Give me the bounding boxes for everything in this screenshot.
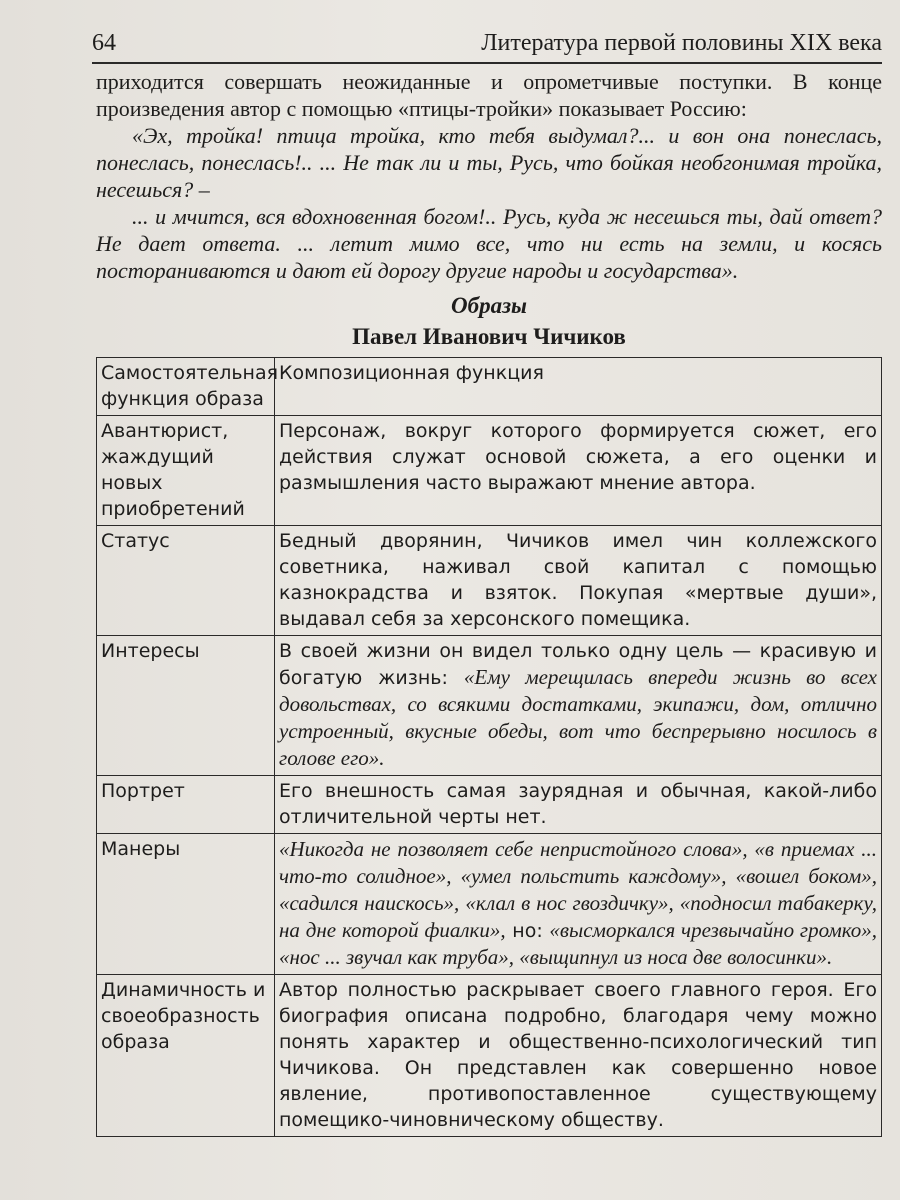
table-row	[97, 975, 882, 1137]
row-label: Интересы	[97, 636, 275, 776]
table-row	[97, 636, 882, 776]
row-label: Авантюрист, жаждущий новых приобретений	[97, 416, 275, 526]
row-description: Персонаж, вокруг которого формируется сюжет, его действия служат основой сюжета, а его оценки и размышления часто выражают мнение автора.	[275, 416, 882, 526]
row-description: Его внешность самая заурядная и обычная, какой-либо отличительной черты нет.	[275, 776, 882, 834]
row-description	[275, 636, 882, 776]
row-description: Автор полностью раскрывает своего главного героя. Его биография описана подробно, благодаря чему можно понять характер и общественно-психологический тип Чичикова. Он представлен как совершенно новое явление, противопоставленное существующему помещико-чиновническому обществу.	[275, 975, 882, 1137]
table-row	[97, 526, 882, 636]
page-content	[96, 68, 882, 1137]
row-description-quote: «Никогда не позволяет себе непристойного слова», «в приемах ... что-то солидное», «умел польстить каждому», «вошел боком», «садился наискось», «клал в нос гвоздичку», «подносил табакерку, на дне которой фиалки»,	[279, 837, 877, 942]
page-number: 64	[92, 30, 116, 56]
intro-text	[96, 68, 882, 284]
row-label: Динамичность и своеобразность образа	[97, 975, 275, 1137]
row-description: Композиционная функция	[275, 358, 882, 416]
row-description-quote: «Ему мерещилась впереди жизнь во всех довольствах, со всякими достатками, экипажи, дом, отлично устроенный, вкусные обеды, вот что беспрерывно носилось в голове его».	[279, 665, 877, 770]
row-description	[275, 834, 882, 975]
row-label: Самостоятельная функция образа	[97, 358, 275, 416]
intro-paragraph: приходится совершать неожиданные и опрометчивые поступки. В конце произведения автор с помощью «птицы-тройки» показывает Россию:	[96, 69, 882, 121]
running-head: Литература первой половины XIX века	[481, 30, 882, 56]
quote-paragraph-2: ... и мчится, вся вдохновенная богом!.. Русь, куда ж несешься ты, дай ответ? Не дает ответа. ... летит мимо все, что ни есть на земли, и косясь постораниваются и дают ей дорогу другие народы и государства».	[96, 204, 882, 283]
row-description-quote: «высморкался чрезвычайно громко», «нос ... звучал как труба», «выщипнул из носа две волосинки».	[279, 918, 877, 969]
quote-paragraph-1: «Эх, тройка! птица тройка, кто тебя выдумал?... и вон она понеслась, понеслась, понеслась!.. ... Не так ли и ты, Русь, что бойкая необгонимая тройка, несешься? –	[96, 123, 882, 202]
row-label: Статус	[97, 526, 275, 636]
table-row	[97, 776, 882, 834]
table-row	[97, 834, 882, 975]
section-title: Образы	[450, 293, 528, 318]
page-header	[92, 30, 882, 64]
row-description-text: но:	[505, 920, 550, 942]
character-title: Павел Иванович Чичиков	[352, 324, 626, 349]
row-label: Портрет	[97, 776, 275, 834]
table-row	[97, 416, 882, 526]
table-row	[97, 358, 882, 416]
row-description-text: В своей жизни он видел только одну цель — красивую и богатую жизнь:	[279, 640, 877, 689]
character-table	[96, 357, 882, 1137]
row-description: Бедный дворянин, Чичиков имел чин коллежского советника, наживал свой капитал с помощью казнокрадства и взяток. Покупая «мертвые души», выдавал себя за херсонского помещика.	[275, 526, 882, 636]
row-label: Манеры	[97, 834, 275, 975]
